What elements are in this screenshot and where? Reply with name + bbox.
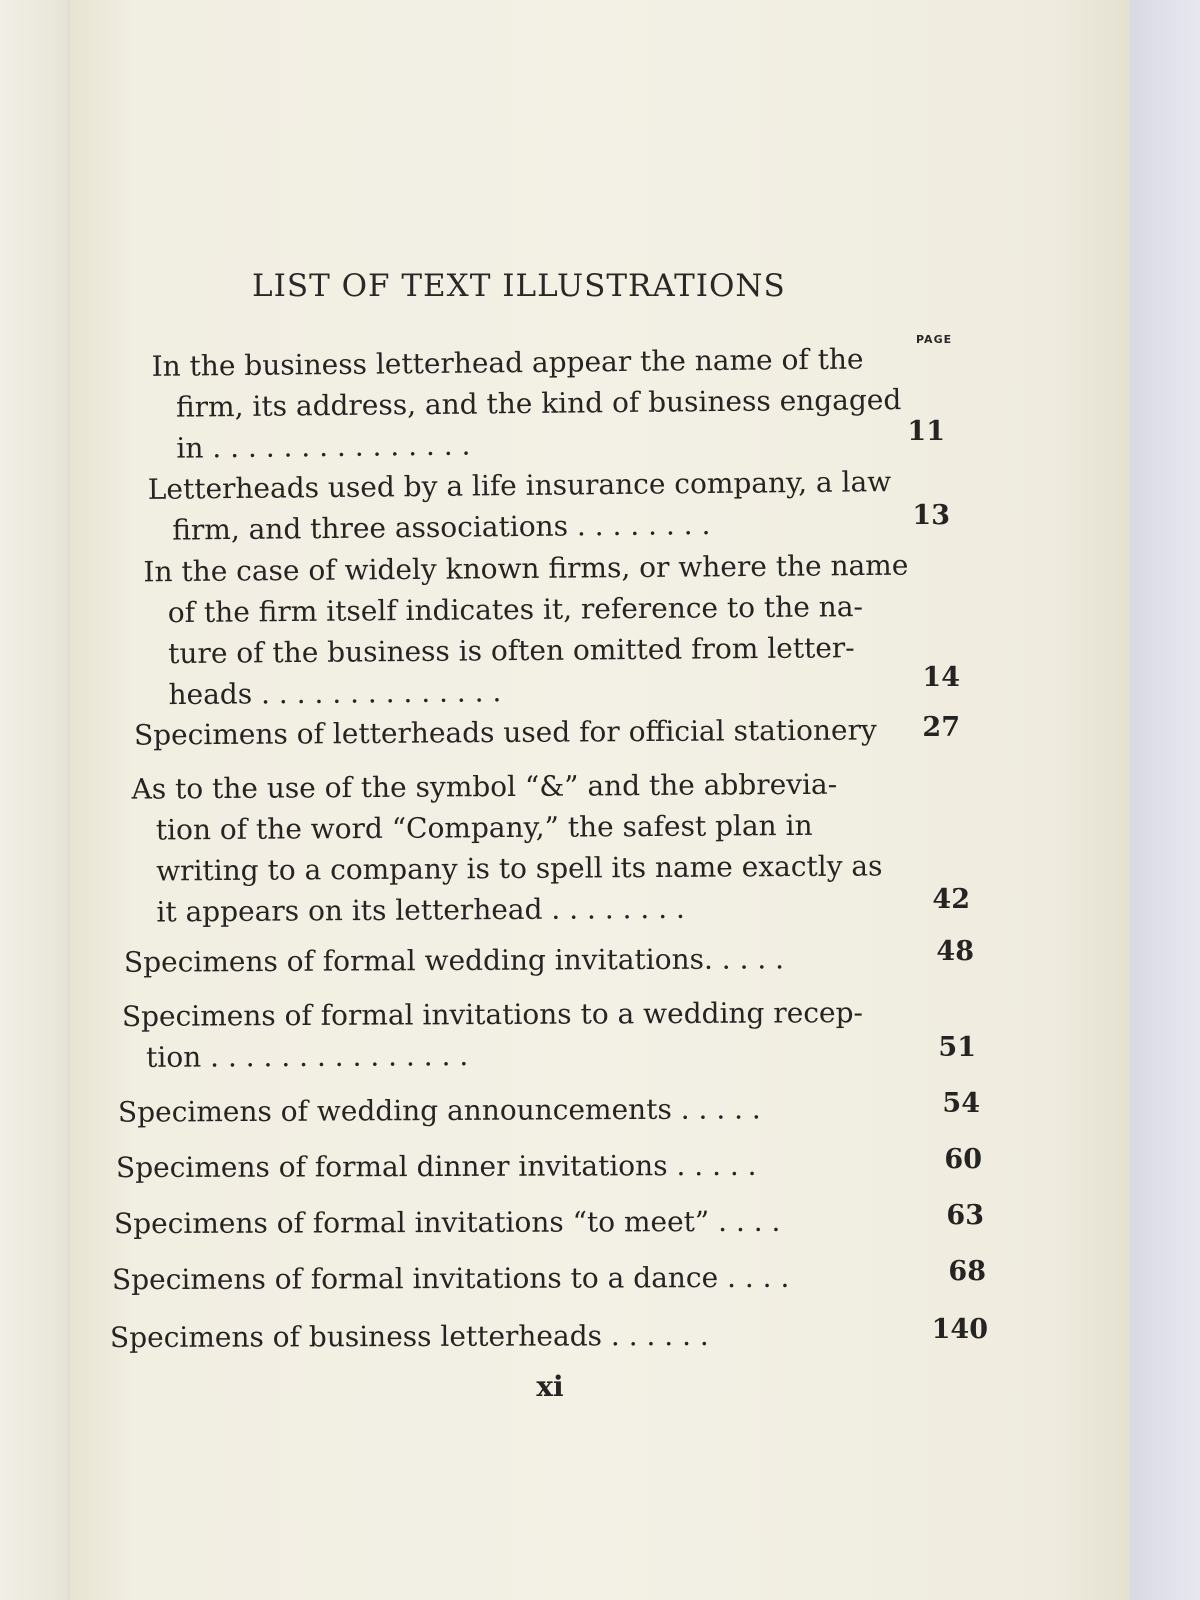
page-number: 48 (936, 936, 974, 967)
page-title: LIST OF TEXT ILLUSTRATIONS (252, 268, 786, 304)
entry-line: In the case of widely known firms, or where the name (143, 548, 909, 589)
list-item (118, 1088, 761, 1132)
entry-line: Letterheads used by a life insurance company, a law (147, 465, 892, 506)
list-item (131, 763, 882, 932)
list-item (114, 1201, 781, 1244)
list-item (148, 461, 892, 551)
page-number: 63 (946, 1200, 984, 1231)
page-number: 14 (922, 662, 960, 693)
page-column-label: PAGE (916, 333, 953, 346)
entry-line: Specimens of wedding announcements . . . . . (117, 1092, 761, 1129)
entry-line: Specimens of formal invitations to a wedding recep- (121, 996, 864, 1033)
entry-line: of the firm itself indicates it, reference to the na- (167, 590, 864, 630)
entry-line: tion of the word “Company,” the safest plan in (155, 808, 813, 847)
entry-line: Specimens of formal invitations “to meet” . . . . (113, 1204, 781, 1241)
page-number: 54 (942, 1088, 980, 1119)
entry-line: As to the use of the symbol “&” and the abbrevia- (131, 767, 838, 806)
entry-line: it appears on its letterhead . . . . . . . . (156, 891, 685, 929)
list-item (110, 1315, 709, 1358)
page-number: 42 (932, 884, 970, 915)
entry-line: Specimens of formal wedding invitations. . . . . (123, 942, 785, 979)
entry-line: firm, and three associations . . . . . . . . (172, 508, 711, 547)
page-number: 60 (944, 1144, 982, 1175)
page-number: 11 (907, 416, 945, 447)
entry-line: ture of the business is often omitted from letter- (168, 631, 855, 671)
folio-page-number: xi (536, 1370, 564, 1403)
list-item (112, 1257, 789, 1300)
list-item (143, 545, 909, 716)
page-number: 51 (938, 1032, 976, 1063)
entry-line: heads . . . . . . . . . . . . . . (168, 675, 502, 712)
list-item (116, 1145, 757, 1188)
list-item (122, 992, 863, 1078)
list-item (134, 709, 877, 755)
entry-line: Specimens of formal dinner invitations . . . . . (115, 1148, 757, 1185)
page-number: 68 (948, 1256, 986, 1287)
entry-line: in . . . . . . . . . . . . . . . (176, 428, 471, 465)
page-number: 140 (931, 1314, 988, 1345)
list-item (124, 938, 784, 982)
page-number: 27 (922, 712, 960, 743)
entry-line: Specimens of formal invitations to a dance . . . . (111, 1260, 790, 1297)
page-number: 13 (912, 500, 950, 531)
entry-line: Specimens of letterheads used for official stationery (133, 713, 877, 752)
list-item (151, 338, 902, 469)
entry-line: Specimens of business letterheads . . . . . . (109, 1318, 709, 1355)
entry-line: tion . . . . . . . . . . . . . . . (146, 1039, 469, 1074)
entry-line: In the business letterhead appear the name of the (151, 342, 864, 383)
entry-line: firm, its address, and the kind of business engaged (175, 383, 902, 424)
entry-line: writing to a company is to spell its name exactly as (156, 849, 883, 888)
